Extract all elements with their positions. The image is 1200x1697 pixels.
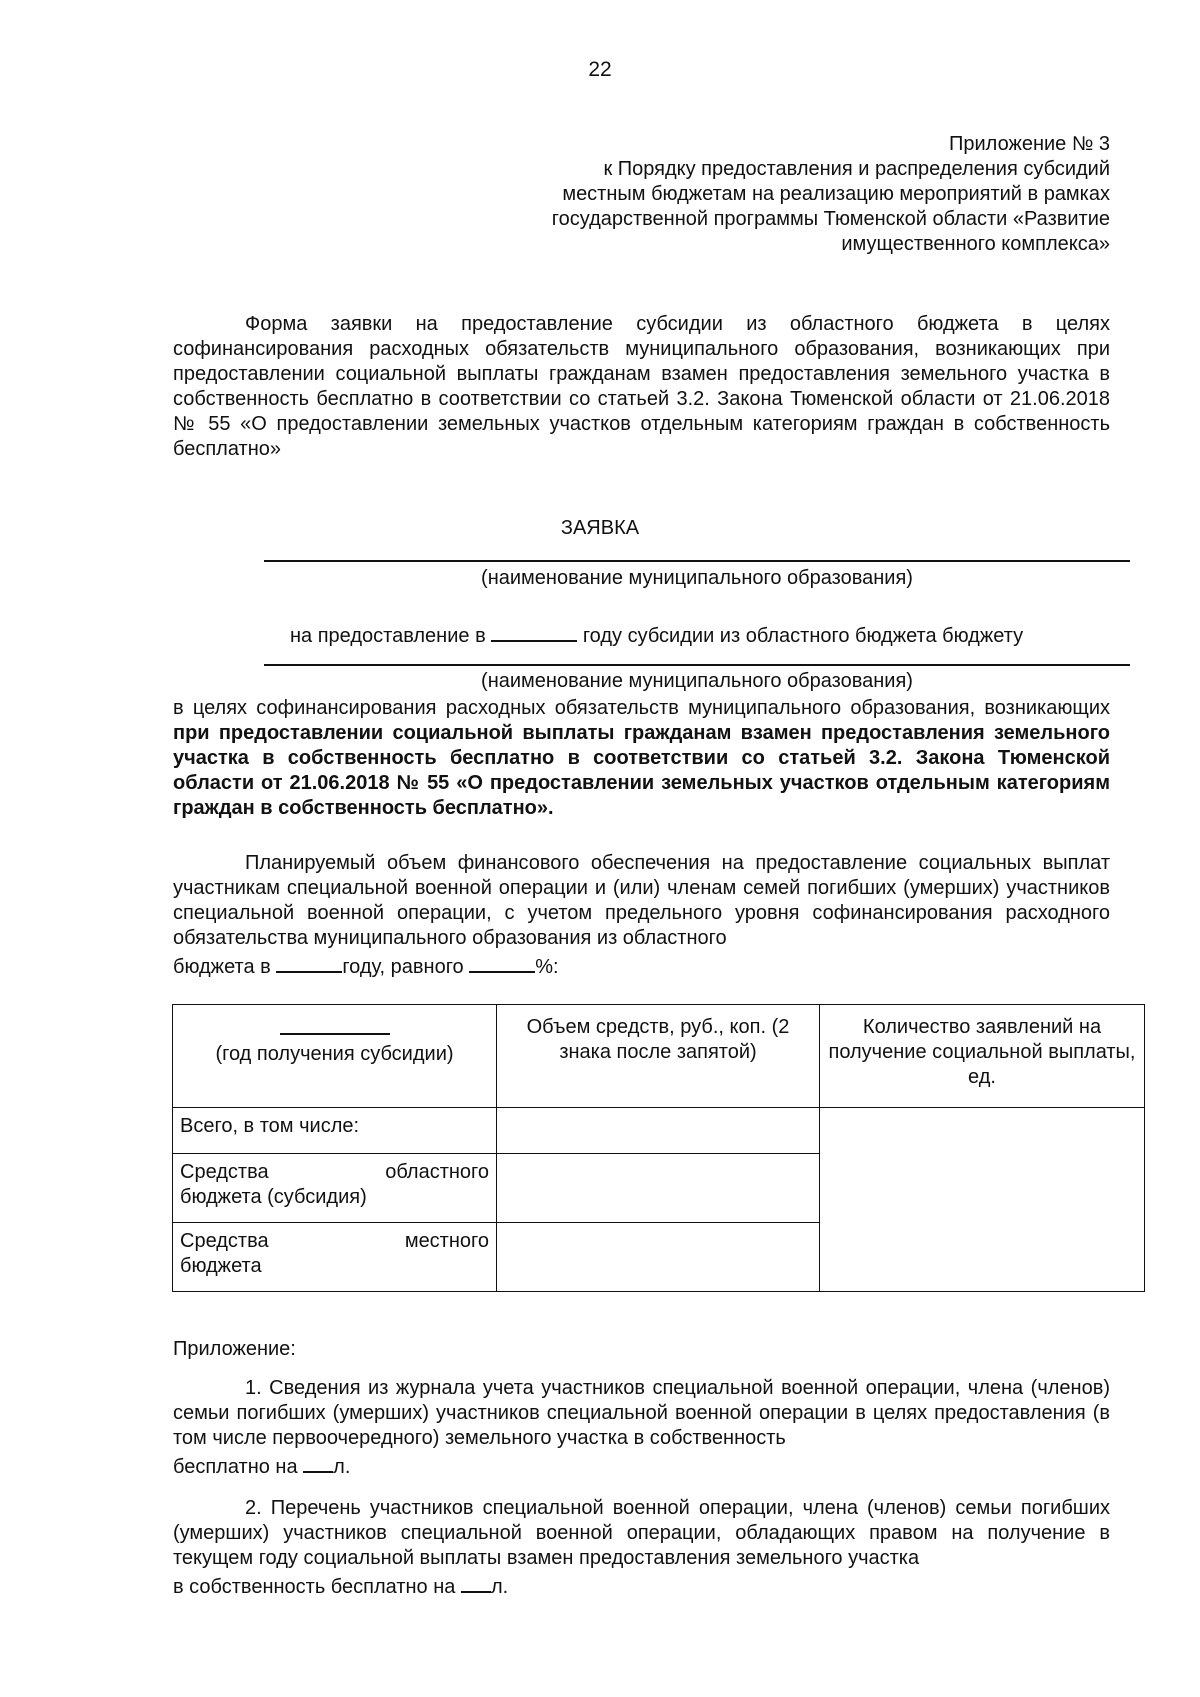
row-local-label — [173, 1223, 497, 1292]
appendix-header-line: Приложение № 3 — [949, 133, 1110, 155]
row-regional-word1: Средства — [180, 1161, 269, 1183]
goal-bold-text: при предоставлении социальной выплаты гражданам взамен предоставления земельного участка в собственность бесплатно в соответствии со статьей 3.2. Закона Тюменской области от 21.06.2018 № 55 «О предоставлении земельных участков отдельным категориям граждан в собственность бесплатно». — [173, 722, 1110, 819]
attachment-item-2-tail-a: в собственность бесплатно на — [173, 1576, 456, 1598]
header-year-label: (год получения субсидии) — [215, 1043, 454, 1065]
appendix-header-line: имущественного комплекса» — [841, 233, 1110, 255]
financing-table — [172, 1004, 1145, 1292]
budget-name-line — [264, 664, 1130, 666]
pages-blank-2 — [461, 1571, 491, 1593]
year-blank — [491, 620, 577, 642]
planned-part1: бюджета в — [173, 956, 271, 978]
attachment-item-1-tail-b: л. — [333, 1456, 351, 1478]
attachments-title: Приложение: — [173, 1338, 296, 1360]
table-header-row — [173, 1005, 1145, 1108]
mo-name-caption: (наименование муниципального образования) — [481, 567, 913, 589]
year-blank-2 — [276, 951, 342, 973]
count-cell-merged — [820, 1108, 1145, 1292]
header-volume-cell: Объем средств, руб., коп. (2 знака после запятой) — [497, 1005, 820, 1108]
header-count-cell: Количество заявлений на получение социальной выплаты, ед. — [820, 1005, 1145, 1108]
planned-part2: году, равного — [342, 956, 464, 978]
row-local-word1: Средства — [180, 1230, 269, 1252]
goal-normal-text: в целях софинансирования расходных обязательств муниципального образования, возникающих — [173, 697, 1110, 719]
form-title: Форма заявки на предоставление субсидии из областного бюджета в целях софинансирования расходных обязательств муниципального образования, возникающих при предоставлении социальной выплаты гражданам взамен предоставления земельного участка в собственность бесплатно в соответствии со статьей 3.2. Закона Тюменской области от 21.06.2018 № 55 «О предоставлении земельных участков отдельным категориям граждан в собственность бесплатно» — [173, 313, 1110, 460]
appendix-header-line: государственной программы Тюменской области «Развитие — [551, 208, 1110, 230]
header-year-cell — [173, 1005, 497, 1108]
row-local-line2: бюджета — [180, 1255, 262, 1277]
row-local-word2: местного — [404, 1230, 489, 1252]
attachment-item-1-tail-a: бесплатно на — [173, 1456, 298, 1478]
attachment-item-1-text: 1. Сведения из журнала учета участников специальной военной операции, члена (членов) семьи погибших (умерших) участников специальной военной операции в целях предоставления (в том числе первоочередного) земельного участка в собственность — [173, 1377, 1110, 1449]
percent-blank — [469, 951, 535, 973]
subsidy-year-text-before: на предоставление в — [290, 625, 486, 647]
row-regional-label — [173, 1154, 497, 1223]
mo-name-line — [264, 560, 1130, 562]
attachment-item-2-tail-b: л. — [490, 1576, 509, 1598]
attachment-item-2 — [173, 1496, 1110, 1600]
row-regional-line2: бюджета (субсидия) — [180, 1186, 367, 1208]
row-total-volume — [497, 1108, 820, 1154]
appendix-header — [470, 132, 1110, 257]
attachment-item-1 — [173, 1376, 1110, 1480]
page-number: 22 — [588, 58, 612, 81]
attachment-item-2-tail — [173, 1571, 1110, 1600]
row-total-label: Всего, в том числе: — [173, 1108, 497, 1154]
attachment-item-2-text: 2. Перечень участников специальной военной операции, члена (членов) семьи погибших (умерших) участников специальной военной операции, обладающих правом на получение в текущем году социальной выплаты взамен предоставления земельного участка — [173, 1497, 1110, 1569]
pages-blank-1 — [303, 1451, 333, 1473]
attachment-item-1-tail — [173, 1451, 1110, 1480]
budget-name-caption: (наименование муниципального образования) — [481, 670, 913, 692]
table-row — [173, 1108, 1145, 1154]
planned-part3: %: — [535, 956, 559, 978]
subsidy-year-line — [290, 620, 1023, 648]
planned-last-line — [173, 951, 1110, 980]
planned-paragraph — [173, 851, 1110, 980]
subsidy-year-text-after: году субсидии из областного бюджета бюджету — [582, 625, 1024, 647]
row-regional-word2: областного — [385, 1161, 489, 1183]
planned-text: Планируемый объем финансового обеспечения на предоставление социальных выплат участникам специальной военной операции и (или) членам семей погибших (умерших) участников специальной военной операции, с учетом предельного уровня софинансирования расходного обязательства муниципального образования из областного — [173, 852, 1110, 949]
goal-paragraph — [173, 696, 1110, 821]
subsidy-year-blank — [280, 1015, 390, 1035]
appendix-header-line: к Порядку предоставления и распределения субсидий — [603, 158, 1110, 180]
appendix-header-line: местным бюджетам на реализацию мероприятий в рамках — [562, 183, 1110, 205]
row-local-volume — [497, 1223, 820, 1292]
row-regional-volume — [497, 1154, 820, 1223]
zayavka-title: ЗАЯВКА — [560, 517, 640, 539]
